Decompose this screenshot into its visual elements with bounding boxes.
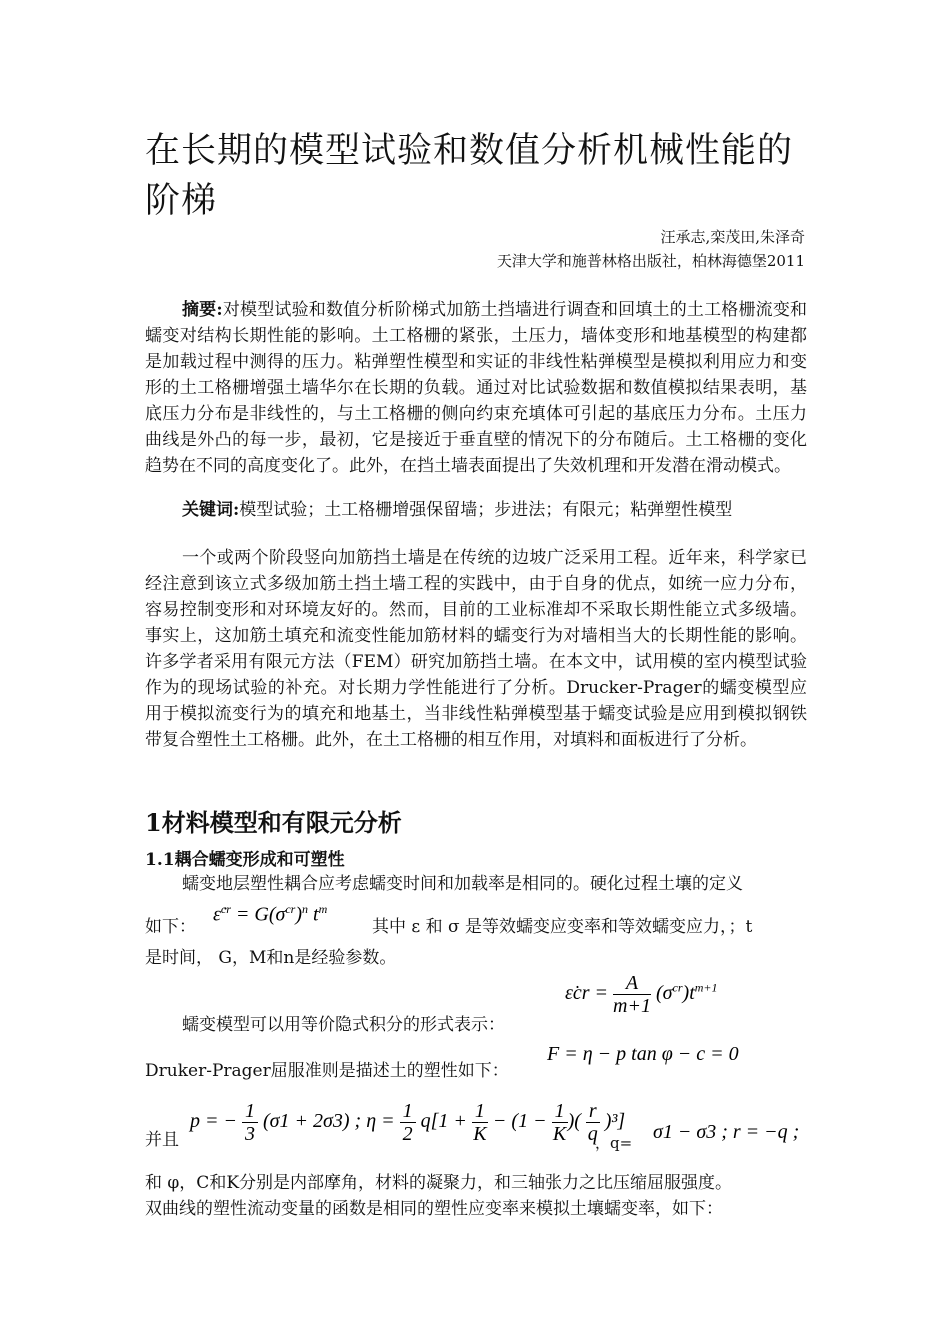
equation-yield: F = η − p tan φ − c = 0 — [547, 1043, 739, 1065]
section-text-time: 是时间， G，M和n是经验参数。 — [145, 948, 397, 968]
affiliation: 天津大学和施普林格出版社，柏林海德堡2011 — [496, 252, 805, 270]
fraction-one-third: $\frac{1}{3}$ — [242, 1100, 258, 1145]
authors: 汪承志,栾茂田,朱泽奇 — [660, 228, 805, 246]
subsection-heading: 1.1耦合蠕变形成和可塑性 — [145, 850, 345, 870]
eta-mid: − (1 − — [492, 1110, 547, 1133]
section-paragraph-4: 蠕变模型可以用等价隐式积分的形式表示： — [182, 1015, 505, 1035]
keywords — [145, 497, 807, 523]
section-heading: 1材料模型和有限元分析 — [145, 808, 402, 837]
p-def: p = − — [190, 1110, 237, 1133]
paper-title: 在长期的模型试验和数值分析机械性能的阶梯 — [145, 131, 794, 221]
equation-implicit — [565, 972, 718, 1017]
section-text-and: 并且 — [145, 1130, 179, 1150]
section-paragraph-7 — [145, 1170, 807, 1222]
section-text-params: 和 φ，C和K分别是内部摩角，材料的凝聚力，和三轴张力之比压缩屈服强度。 — [145, 1173, 733, 1193]
section-text-as-follows: 如下： — [145, 917, 196, 937]
implicit-num: A — [613, 972, 651, 995]
implicit-fraction — [613, 972, 651, 1017]
fraction-one-k: $\frac{1}{K}$ — [473, 1100, 487, 1145]
equation-p-eta: p = − $\frac{1}{3}$ (σ1 + 2σ3) ; η = $\frac{1}{2}$ q[1 + $\frac{1}{K}$ − (1 − $\frac{1}{K}$ )( $\frac{r}{q}$ )³] — [190, 1100, 626, 1145]
section-text-hyperbolic: 双曲线的塑性流动变量的函数是相同的塑性应变率来模拟土壤蠕变率，如下： — [145, 1199, 723, 1219]
fraction-one-k-2: $\frac{1}{K}$ — [552, 1100, 567, 1145]
eta-rest: q[1 + — [420, 1110, 467, 1133]
section-paragraph-1: 蠕变地层塑性耦合应考虑蠕变时间和加载率是相同的。硬化过程土壤的定义 — [182, 874, 743, 894]
equation-q: σ1 − σ3 ; r = −q ; — [653, 1121, 800, 1143]
abstract — [145, 297, 807, 479]
section-text-yield: Druker-Prager屈服准则是描述土的塑性如下： — [145, 1061, 509, 1081]
implicit-den: m+1 — [613, 995, 651, 1017]
section-text-where: 其中 ε 和 σ 是等效蠕变应变率和等效蠕变应力，；t — [372, 917, 753, 937]
abstract-text: 对模型试验和数值分析阶梯式加筋土挡墙进行调查和回填土的土工格栅流变和蠕变对结构长期性能的影响。土工格栅的紧张，土压力，墙体变形和地基模型的构建都是加载过程中测得的压力。粘弹塑性模型和实证的非线性粘弹模型是模拟利用应力和变形的土工格栅增强土墙华尔在长期的负载。通过对比试验数据和数值模拟结果表明，基底压力分布是非线性的，与土工格栅的侧向约束充填体可引起的基底压力分布。土压力曲线是外凸的每一步，最初，它是接近于垂直壁的情况下的分布随后。土工格栅的变化趋势在不同的高度变化了。此外，在挡土墙表面提出了失效机理和开发潜在滑动模式。 — [145, 300, 808, 476]
implicit-lhs: ε̇cr = — [565, 982, 609, 1005]
fraction-one-half: $\frac{1}{2}$ — [400, 1100, 416, 1145]
keywords-label: 关键词: — [182, 500, 240, 520]
abstract-label: 摘要: — [182, 300, 223, 320]
eta-end: )³] — [604, 1110, 626, 1133]
equation-creep-rate: ε̇$^{cr}$ = $G(\sigma^{cr})^n$ $t^m$ — [213, 902, 328, 926]
introduction-paragraph: 一个或两个阶段竖向加筋挡土墙是在传统的边坡广泛采用工程。近年来，科学家已经注意到该立式多级加筋土挡土墙工程的实践中，由于自身的优点，如统一应力分布，容易控制变形和对环境友好的。然而，目前的工业标准却不采取长期性能立式多级墙。事实上，这加筋土填充和流变性能加筋材料的蠕变行为对墙相当大的长期性能的影响。许多学者采用有限元方法（FEM）研究加筋挡土墙。在本文中，试用模的室内模型试验作为的现场试验的补充。对长期力学性能进行了分析。Drucker-Prager的蠕变模型应用于模拟流变行为的填充和地基土，当非线性粘弹模型基于蠕变试验是应用到模拟钢铁带复合塑性土工格栅。此外，在土工格栅的相互作用，对填料和面板进行了分析。 — [145, 548, 807, 750]
section-text-q: ，q= — [595, 1134, 633, 1152]
fraction-r-q: $\frac{r}{q}$ — [587, 1100, 598, 1145]
keywords-text: 模型试验；土工格栅增强保留墙；步进法；有限元；粘弹塑性模型 — [239, 500, 733, 520]
implicit-rhs: $(\sigma^{cr})t^{m+1}$ — [656, 980, 718, 1005]
p-rest: (σ1 + 2σ3) ; η = — [263, 1110, 395, 1133]
